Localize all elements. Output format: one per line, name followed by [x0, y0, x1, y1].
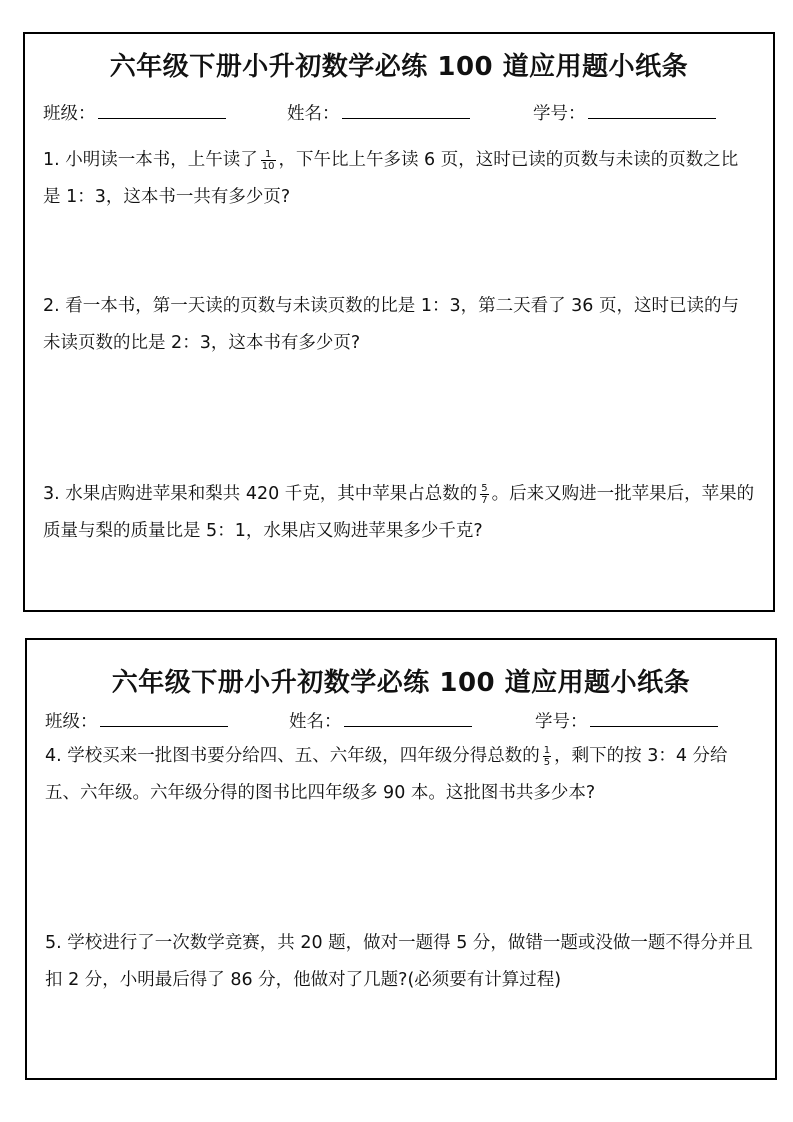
- question-2: 2. 看一本书，第一天读的页数与未读页数的比是 1：3，第二天看了 36 页，这时已读的与未读页数的比是 2：3，这本书有多少页?: [43, 296, 739, 353]
- worksheet-card-2: [25, 638, 777, 1080]
- question-4-text-after: ，剩下的按 3：4 分给五、六年级。六年级分得的图书比四年级多 90 本。这批图书共多少本?: [45, 746, 728, 803]
- student-info-row: [45, 708, 757, 734]
- question-1-text-before: 1. 小明读一本书，上午读了: [43, 150, 258, 170]
- class-blank[interactable]: [98, 100, 226, 119]
- name-field: [289, 708, 472, 733]
- name-field: [287, 100, 470, 125]
- class-field: [43, 100, 226, 125]
- fraction-denominator: 5: [543, 756, 551, 768]
- student-id-field: [535, 708, 718, 733]
- worksheet-title: 六年级下册小升初数学必练 100 道应用题小纸条: [109, 52, 689, 82]
- name-blank[interactable]: [342, 100, 470, 119]
- student-info-row: [43, 100, 755, 126]
- fraction-numerator: 1: [543, 744, 551, 756]
- class-label: 班级：: [43, 104, 96, 124]
- fraction-5-7: [480, 483, 488, 506]
- student-id-field: [533, 100, 716, 125]
- question-4-text-before: 4. 学校买来一批图书要分给四、五、六年级，四年级分得总数的: [45, 746, 540, 766]
- question-5: 5. 学校进行了一次数学竞赛，共 20 题，做对一题得 5 分，做错一题或没做一题不得分并且扣 2 分，小明最后得了 86 分，他做对了几题?(必须要有计算过程): [45, 933, 753, 990]
- fraction-1-5: [543, 745, 551, 768]
- worksheet-card-1: [23, 32, 775, 612]
- fraction-denominator: 10: [261, 160, 275, 172]
- class-label: 班级：: [45, 712, 98, 732]
- question-3-text-after: 。后来又购进一批苹果后，苹果的质量与梨的质量比是 5：1，水果店又购进苹果多少千克?: [43, 484, 755, 541]
- worksheet-title: 六年级下册小升初数学必练 100 道应用题小纸条: [111, 668, 691, 698]
- fraction-denominator: 7: [481, 494, 488, 506]
- question-4: [45, 738, 757, 812]
- student-id-blank[interactable]: [590, 708, 718, 727]
- student-id-label: 学号：: [533, 104, 586, 124]
- fraction-1-10: [261, 149, 276, 172]
- name-label: 姓名：: [289, 712, 342, 732]
- question-3: [43, 476, 755, 550]
- question-1-text-after: ，下午比上午多读 6 页，这时已读的页数与未读的页数之比是 1：3，这本书一共有多少页?: [43, 150, 739, 207]
- name-label: 姓名：: [287, 104, 340, 124]
- class-field: [45, 708, 228, 733]
- fraction-numerator: 1: [261, 149, 276, 161]
- question-1: [43, 142, 755, 216]
- student-id-label: 学号：: [535, 712, 588, 732]
- question-3-text-before: 3. 水果店购进苹果和梨共 420 千克，其中苹果占总数的: [43, 484, 478, 504]
- class-blank[interactable]: [100, 708, 228, 727]
- fraction-numerator: 5: [481, 482, 488, 494]
- student-id-blank[interactable]: [588, 100, 716, 119]
- name-blank[interactable]: [344, 708, 472, 727]
